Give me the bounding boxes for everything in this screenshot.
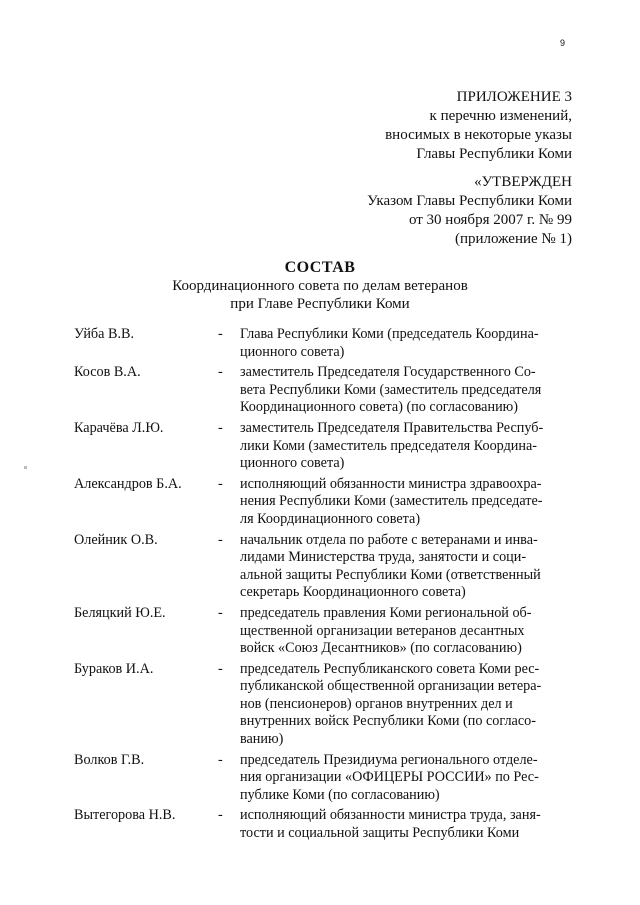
approval-line: (приложение № 1) [454,231,572,247]
document-subtitle-line: при Главе Республики Коми [230,296,410,312]
member-name: Бураков И.А. [74,660,154,677]
approval-stamp [272,173,572,249]
member-role-line: начальник отдела по работе с ветеранами и инва- [240,531,538,548]
member-name: Косов В.А. [74,364,141,381]
appendix-line: вносимых в некоторые указы [385,127,572,143]
member-dash: - [218,807,223,824]
member-name: Вытегорова Н.В. [74,807,176,824]
document-title: СОСТАВ [284,259,356,276]
member-role-line: секретарь Координационного совета) [240,584,466,601]
member-role-line: исполняющий обязанности министра здравоохра- [240,475,542,492]
member-dash: - [218,751,223,768]
approval-line: от 30 ноября 2007 г. № 99 [408,212,572,228]
member-row [74,532,574,602]
member-role-line: лики Коми (заместитель председателя Координа- [240,437,538,454]
member-dash: - [218,475,223,492]
member-role-line: исполняющий обязанности министра труда, заня- [240,807,541,824]
member-role-line: председатель Республиканского совета Коми рес- [240,660,540,677]
appendix-line: к перечню изменений, [429,108,572,124]
member-role-line: Координационного совета) (по согласованию) [240,399,518,416]
member-dash: - [218,364,223,381]
member-role-line: заместитель Председателя Государственного Со- [240,364,536,381]
member-role-line: председатель правления Коми региональной об- [240,604,532,621]
member-role-line: ля Координационного совета) [240,510,421,527]
members-list [74,326,574,846]
member-name: Волков Г.В. [74,751,145,768]
member-name: Александров Б.А. [74,475,182,492]
page-number: 9 [560,38,566,48]
member-row [74,752,574,805]
member-role-line: публике Коми (по согласованию) [240,786,440,803]
member-role-line: ционного совета) [240,343,345,360]
member-role-line: Глава Республики Коми (председатель Координа- [240,326,539,342]
member-row [74,661,574,749]
member-role [240,532,574,602]
member-name: Уйба В.В. [74,326,135,342]
member-role [240,476,574,529]
member-row [74,807,574,842]
member-role-line: лидами Министерства труда, занятости и соци- [240,549,527,566]
member-role-line: ния организации «ОФИЦЕРЫ РОССИИ» по Рес- [240,769,539,786]
member-role-line: нения Республики Коми (заместитель председате- [240,493,543,510]
member-name: Олейник О.В. [74,531,158,548]
document-title-block [0,259,640,313]
member-role-line: нов (пенсионеров) органов внутренних дел и [240,695,513,712]
member-dash: - [218,531,223,548]
appendix-line: Главы Республики Коми [416,146,572,162]
member-role-line: вета Республики Коми (заместитель председателя [240,381,542,398]
member-role [240,752,574,805]
member-role-line: войск «Союз Десантников» (по согласованию) [240,640,522,657]
member-role [240,326,574,361]
appendix-header [272,88,572,164]
member-role-line: тости и социальной защиты Республики Коми [240,825,520,842]
member-dash: - [218,326,223,342]
member-role-line: ванию) [240,731,284,748]
member-role [240,605,574,658]
margin-mark [24,466,27,469]
member-dash: - [218,419,223,436]
member-name: Карачёва Л.Ю. [74,419,164,436]
member-row [74,420,574,473]
member-role-line: альной защиты Республики Коми (ответственный [240,566,541,583]
member-row [74,605,574,658]
member-role-line: заместитель Председателя Правительства Респуб- [240,419,544,436]
member-role [240,364,574,417]
member-role-line: ционного совета) [240,455,345,472]
appendix-line: ПРИЛОЖЕНИЕ 3 [456,89,572,105]
member-role-line: внутренних войск Республики Коми (по согласо- [240,713,536,730]
approval-line: «УТВЕРЖДЕН [474,174,572,190]
member-dash: - [218,660,223,677]
member-role-line: щественной организации ветеранов десантных [240,622,525,639]
member-role [240,807,574,842]
document-subtitle-line: Координационного совета по делам ветеранов [172,278,468,294]
member-dash: - [218,604,223,621]
member-row [74,364,574,417]
approval-line: Указом Главы Республики Коми [367,193,572,209]
member-role [240,420,574,473]
member-row [74,326,574,361]
member-name: Беляцкий Ю.Е. [74,604,166,621]
member-role [240,661,574,749]
member-role-line: председатель Президиума регионального отделе- [240,751,538,768]
member-role-line: публиканской общественной организации ветера- [240,678,542,695]
member-row [74,476,574,529]
